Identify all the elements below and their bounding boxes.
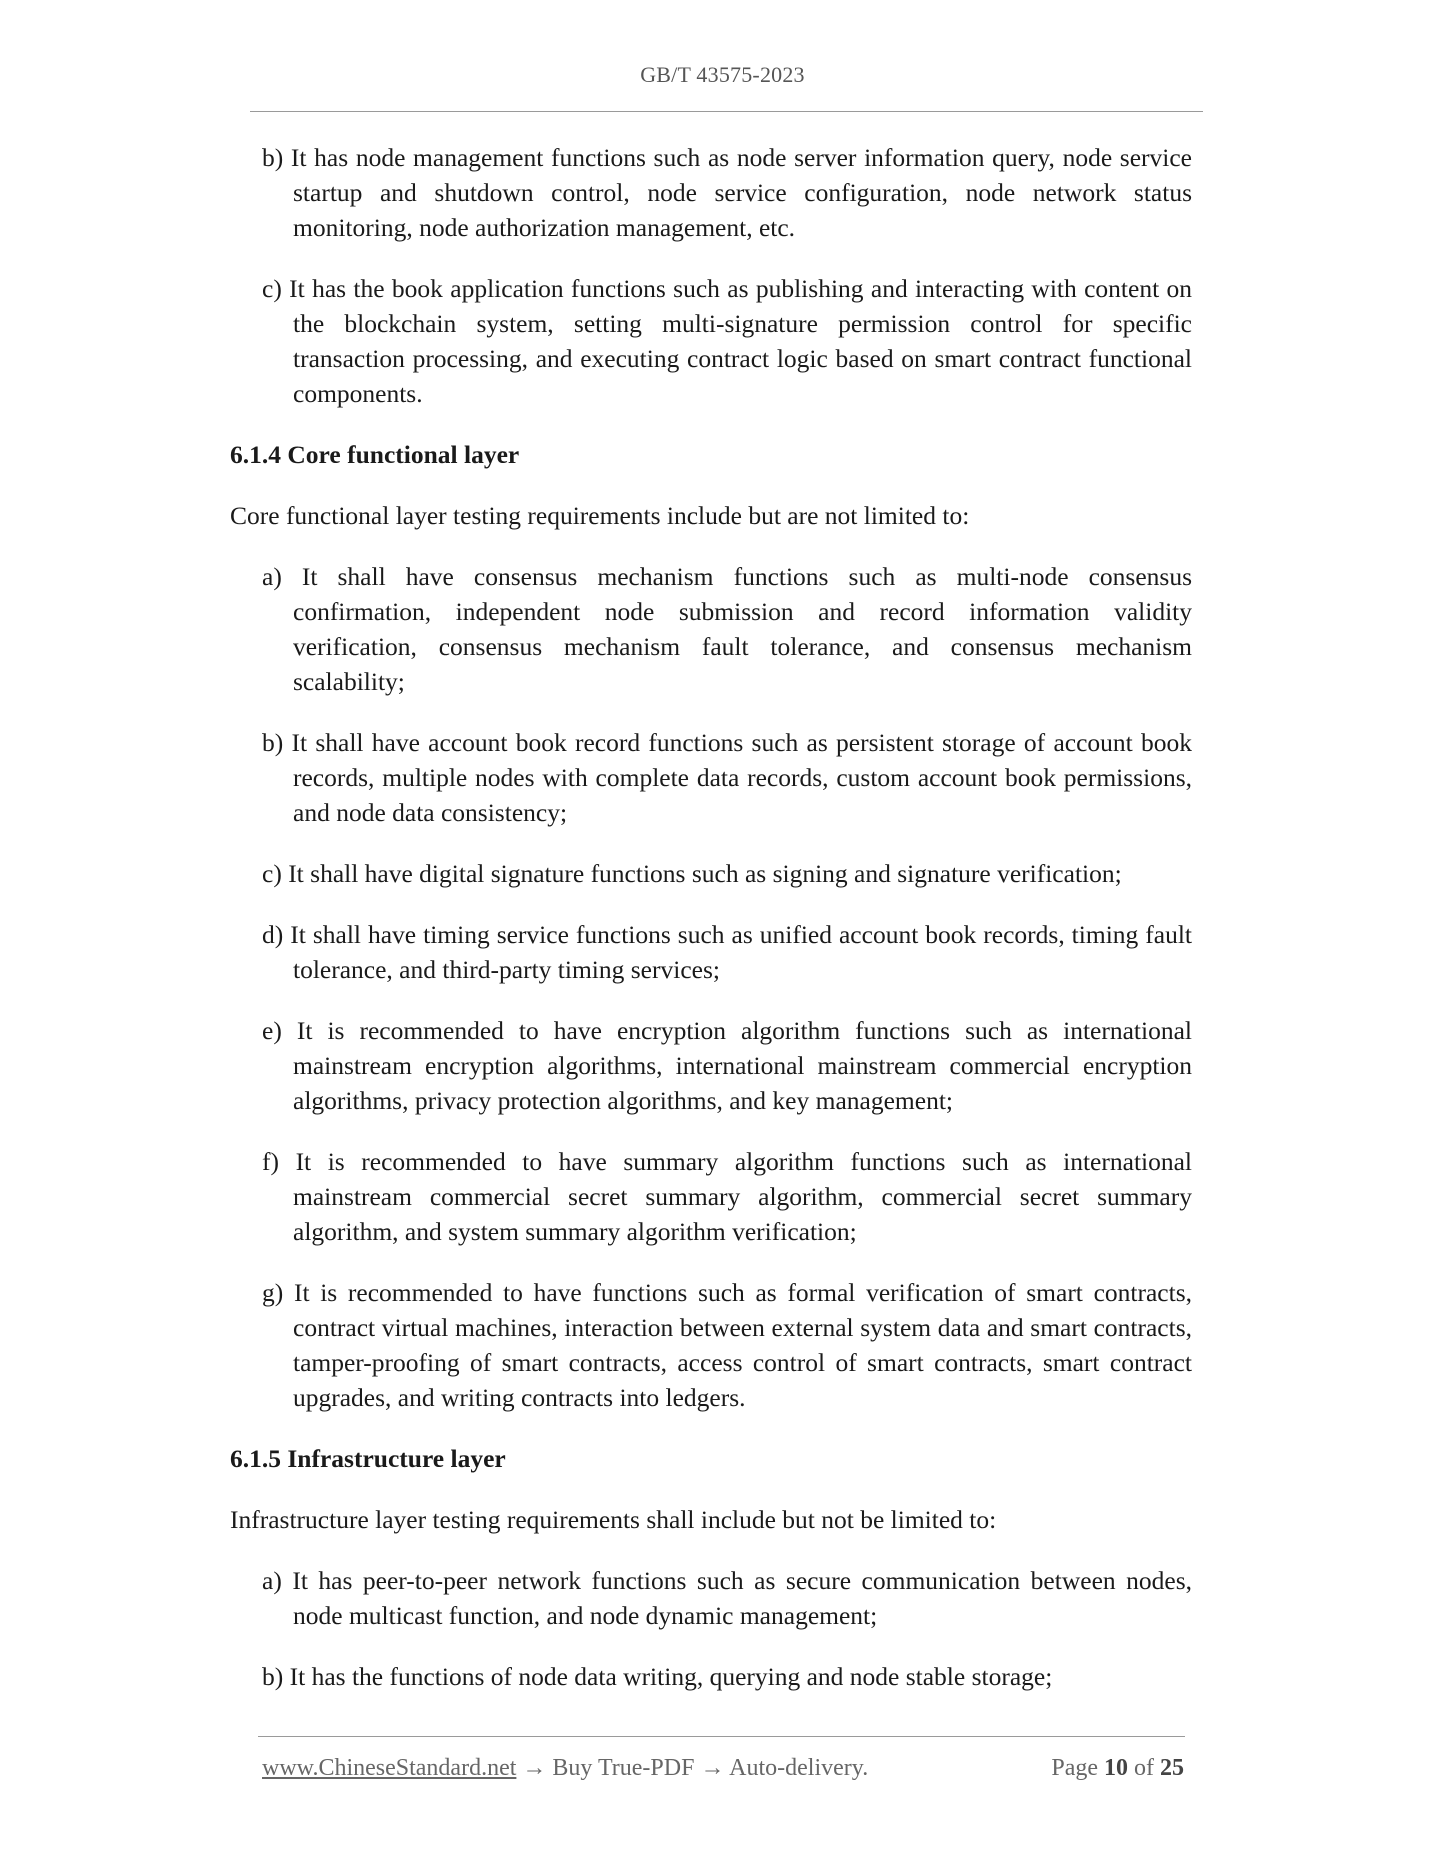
buy-true-pdf-text: Buy True-PDF: [552, 1755, 695, 1781]
list-item: [262, 1563, 1192, 1633]
list-item: [262, 917, 1192, 987]
list-item-text: It is recommended to have encryption algorithm functions such as international mainstream encryption algorithms, international mainstream commercial encryption algorithms, privacy protection algorithms, and key management;: [293, 1016, 1192, 1115]
list-marker: c): [262, 274, 282, 303]
list-marker: e): [262, 1016, 282, 1045]
list-item: [262, 1659, 1192, 1694]
list-marker: d): [262, 920, 284, 949]
header-divider: [250, 111, 1203, 112]
infrastructure-list: [262, 1563, 1192, 1694]
arrow-right-icon: →: [522, 1755, 547, 1781]
list-item-text: It has the functions of node data writing, querying and node stable storage;: [289, 1662, 1053, 1691]
list-marker: a): [262, 1566, 282, 1595]
arrow-right-icon: →: [700, 1755, 725, 1781]
document-id-header: GB/T 43575-2023: [640, 62, 805, 87]
site-link[interactable]: www.ChineseStandard.net: [262, 1755, 517, 1781]
list-item-text: It is recommended to have functions such as formal verification of smart contracts, contract virtual machines, interaction between external system data and smart contracts, tamper-proofing of smart contracts, access control of smart contracts, smart contract upgrades, and writing contracts into ledgers.: [293, 1278, 1193, 1412]
list-item-text: It shall have digital signature functions such as signing and signature verification;: [288, 859, 1122, 888]
list-item: [262, 856, 1192, 891]
footer-promo: [262, 1755, 868, 1782]
page-counter: [1051, 1755, 1184, 1782]
list-item-text: It shall have consensus mechanism functions such as multi-node consensus confirmation, independent node submission and record information validity verification, consensus mechanism fault tolerance, and consensus mechanism scalability;: [293, 562, 1193, 696]
current-page-number: 10: [1104, 1755, 1128, 1781]
list-item: [262, 559, 1192, 699]
auto-delivery-text: Auto-delivery.: [729, 1755, 869, 1781]
section-heading-core-functional: 6.1.4 Core functional layer: [230, 440, 520, 469]
list-marker: b): [262, 728, 284, 757]
list-item: [262, 1144, 1192, 1249]
list-marker: c): [262, 859, 282, 888]
list-item-text: It has node management functions such as node server information query, node service startup and shutdown control, node service configuration, node network status monitoring, node authorization management, etc.: [290, 143, 1192, 242]
footer-divider: [258, 1736, 1185, 1737]
list-item: [262, 140, 1192, 245]
list-marker: b): [262, 143, 284, 172]
continued-list: [262, 140, 1192, 411]
list-marker: g): [262, 1278, 284, 1307]
list-item-text: It has the book application functions such as publishing and interacting with content on the blockchain system, setting multi-signature permission control for specific transaction processing, and executing contract logic based on smart contract functional components.: [289, 274, 1193, 408]
list-item-text: It has peer-to-peer network functions such as secure communication between nodes, node multicast function, and node dynamic management;: [292, 1566, 1193, 1630]
list-marker: f): [262, 1147, 279, 1176]
list-item-text: It shall have account book record functions such as persistent storage of account book records, multiple nodes with complete data records, custom account book permissions, and node data consistency;: [291, 728, 1192, 827]
page-label: Page: [1051, 1755, 1098, 1781]
page-body: [230, 140, 1193, 1720]
section-intro: Infrastructure layer testing requirements shall include but not be limited to:: [230, 1505, 997, 1534]
list-marker: a): [262, 562, 282, 591]
page-of-label: of: [1134, 1755, 1154, 1781]
list-item: [262, 271, 1192, 411]
section-heading-infrastructure: 6.1.5 Infrastructure layer: [230, 1444, 506, 1473]
list-item-text: It is recommended to have summary algorithm functions such as international mainstream commercial secret summary algorithm, commercial secret summary algorithm, and system summary algorithm verification;: [293, 1147, 1193, 1246]
total-pages-number: 25: [1160, 1755, 1184, 1781]
list-marker: b): [262, 1662, 284, 1691]
list-item-text: It shall have timing service functions such as unified account book records, timing fault tolerance, and third-party timing services;: [290, 920, 1192, 984]
section-intro: Core functional layer testing requirements include but are not limited to:: [230, 501, 970, 530]
list-item: [262, 725, 1192, 830]
core-functional-list: [262, 559, 1192, 1415]
list-item: [262, 1013, 1192, 1118]
list-item: [262, 1275, 1192, 1415]
